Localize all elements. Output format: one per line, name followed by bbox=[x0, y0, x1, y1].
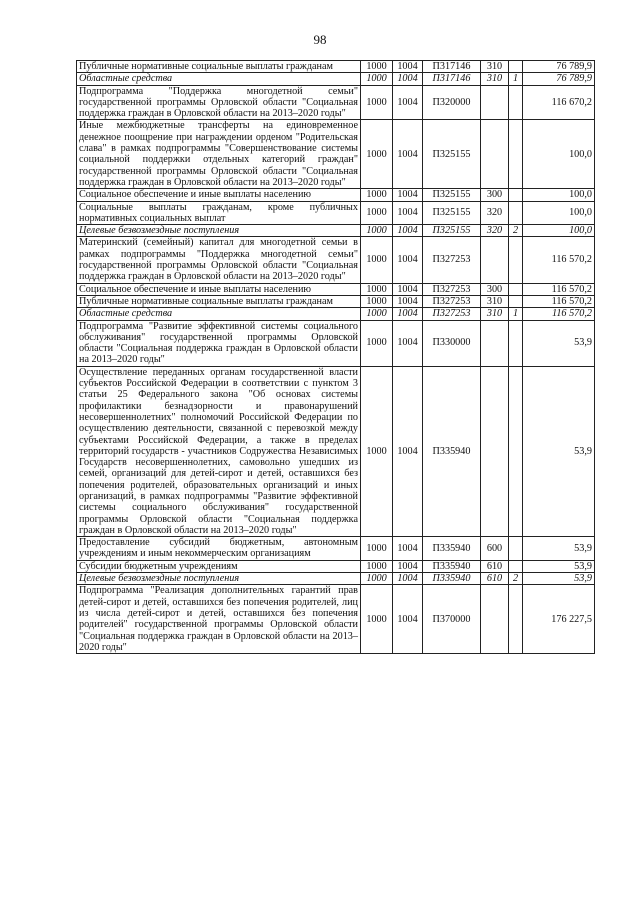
row-name-cell: Целевые безвозмездные поступления bbox=[77, 225, 361, 237]
table-row bbox=[77, 61, 595, 73]
table-row bbox=[77, 189, 595, 201]
funding-source-cell bbox=[509, 201, 523, 225]
row-name-cell: Областные средства bbox=[77, 308, 361, 320]
expense-type-cell: 300 bbox=[481, 189, 509, 201]
subsection-code-cell: 1004 bbox=[393, 366, 423, 536]
expense-type-cell: 310 bbox=[481, 73, 509, 85]
budget-table-body bbox=[77, 61, 595, 654]
amount-cell: 53,9 bbox=[523, 560, 595, 572]
row-name-cell: Субсидии бюджетным учреждениям bbox=[77, 560, 361, 572]
expense-type-cell: 300 bbox=[481, 283, 509, 295]
amount-cell: 176 227,5 bbox=[523, 585, 595, 654]
subsection-code-cell: 1004 bbox=[393, 295, 423, 307]
row-name-cell: Иные межбюджетные трансферты на единовременное денежное поощрение при награждении орденом "Родительская слава" в рамках подпрограммы "Совершенствование системы социальной поддержки отдельных категорий граждан" государственной программы Орловской области "Социальная поддержка граждан в Орловской области на 2013–2020 годы" bbox=[77, 120, 361, 189]
table-row bbox=[77, 295, 595, 307]
amount-cell: 116 570,2 bbox=[523, 237, 595, 283]
row-name-cell: Осуществление переданных органам государственной власти субъектов Российской Федерации в соответствии с пунктом 3 статьи 25 Федерального закона "Об основах системы профилактики безнадзорности и правонарушений несовершеннолетних" полномочий Российской Федерации по осуществлению деятельности, связанной с перевозкой между субъектами Российской Федерации, а также в пределах территорий государств - участников Содружества Независимых Государств несовершеннолетних, самовольно ушедших из семей, организаций для детей-сирот и детей, оставшихся без попечения родителей, образовательных организаций и иных организаций, в рамках подпрограммы "Развитие эффективной системы социального обслуживания" государственной программы Орловской области "Социальная поддержка граждан в Орловской области на 2013–2020 годы" bbox=[77, 366, 361, 536]
section-code-cell: 1000 bbox=[361, 73, 393, 85]
subsection-code-cell: 1004 bbox=[393, 537, 423, 561]
table-row bbox=[77, 237, 595, 283]
row-name-cell: Предоставление субсидий бюджетным, автономным учреждениям и иным некоммерческим организациям bbox=[77, 537, 361, 561]
amount-cell: 100,0 bbox=[523, 225, 595, 237]
expense-type-cell bbox=[481, 320, 509, 366]
table-row bbox=[77, 573, 595, 585]
row-name-cell: Социальное обеспечение и иные выплаты населению bbox=[77, 283, 361, 295]
funding-source-cell bbox=[509, 120, 523, 189]
budget-table bbox=[76, 60, 595, 654]
section-code-cell: 1000 bbox=[361, 61, 393, 73]
target-article-cell: П325155 bbox=[423, 189, 481, 201]
section-code-cell: 1000 bbox=[361, 85, 393, 120]
subsection-code-cell: 1004 bbox=[393, 189, 423, 201]
expense-type-cell bbox=[481, 85, 509, 120]
section-code-cell: 1000 bbox=[361, 585, 393, 654]
subsection-code-cell: 1004 bbox=[393, 320, 423, 366]
expense-type-cell: 610 bbox=[481, 573, 509, 585]
expense-type-cell bbox=[481, 366, 509, 536]
subsection-code-cell: 1004 bbox=[393, 120, 423, 189]
funding-source-cell bbox=[509, 585, 523, 654]
section-code-cell: 1000 bbox=[361, 308, 393, 320]
section-code-cell: 1000 bbox=[361, 201, 393, 225]
funding-source-cell bbox=[509, 295, 523, 307]
funding-source-cell: 2 bbox=[509, 225, 523, 237]
subsection-code-cell: 1004 bbox=[393, 585, 423, 654]
amount-cell: 76 789,9 bbox=[523, 61, 595, 73]
table-row bbox=[77, 120, 595, 189]
amount-cell: 100,0 bbox=[523, 189, 595, 201]
funding-source-cell bbox=[509, 320, 523, 366]
funding-source-cell bbox=[509, 283, 523, 295]
funding-source-cell: 1 bbox=[509, 73, 523, 85]
target-article-cell: П327253 bbox=[423, 295, 481, 307]
target-article-cell: П330000 bbox=[423, 320, 481, 366]
subsection-code-cell: 1004 bbox=[393, 201, 423, 225]
target-article-cell: П327253 bbox=[423, 237, 481, 283]
target-article-cell: П325155 bbox=[423, 120, 481, 189]
row-name-cell: Социальные выплаты гражданам, кроме публичных нормативных социальных выплат bbox=[77, 201, 361, 225]
row-name-cell: Подпрограмма "Реализация дополнительных гарантий прав детей-сирот и детей, оставшихся без попечения родителей, лиц из числа детей-сирот и детей, оставшихся без попечения родителей" государственной программы Орловской области "Социальная поддержка граждан в Орловской области на 2013–2020 годы" bbox=[77, 585, 361, 654]
row-name-cell: Материнский (семейный) капитал для многодетной семьи в рамках подпрограммы "Поддержка многодетной семьи" государственной программы Орловской области "Социальная поддержка граждан в Орловской области на 2013–2020 годы" bbox=[77, 237, 361, 283]
funding-source-cell bbox=[509, 560, 523, 572]
section-code-cell: 1000 bbox=[361, 237, 393, 283]
target-article-cell: П327253 bbox=[423, 308, 481, 320]
target-article-cell: П335940 bbox=[423, 537, 481, 561]
funding-source-cell bbox=[509, 537, 523, 561]
expense-type-cell: 320 bbox=[481, 201, 509, 225]
subsection-code-cell: 1004 bbox=[393, 283, 423, 295]
funding-source-cell: 2 bbox=[509, 573, 523, 585]
funding-source-cell bbox=[509, 85, 523, 120]
target-article-cell: П335940 bbox=[423, 573, 481, 585]
table-row bbox=[77, 201, 595, 225]
target-article-cell: П335940 bbox=[423, 366, 481, 536]
table-row bbox=[77, 585, 595, 654]
table-row bbox=[77, 560, 595, 572]
amount-cell: 116 670,2 bbox=[523, 85, 595, 120]
section-code-cell: 1000 bbox=[361, 283, 393, 295]
row-name-cell: Публичные нормативные социальные выплаты гражданам bbox=[77, 295, 361, 307]
expense-type-cell: 310 bbox=[481, 308, 509, 320]
section-code-cell: 1000 bbox=[361, 573, 393, 585]
target-article-cell: П370000 bbox=[423, 585, 481, 654]
expense-type-cell: 600 bbox=[481, 537, 509, 561]
target-article-cell: П325155 bbox=[423, 201, 481, 225]
section-code-cell: 1000 bbox=[361, 320, 393, 366]
funding-source-cell bbox=[509, 61, 523, 73]
funding-source-cell: 1 bbox=[509, 308, 523, 320]
target-article-cell: П327253 bbox=[423, 283, 481, 295]
funding-source-cell bbox=[509, 237, 523, 283]
section-code-cell: 1000 bbox=[361, 366, 393, 536]
row-name-cell: Подпрограмма "Поддержка многодетной семьи" государственной программы Орловской области "Социальная поддержка граждан в Орловской области на 2013–2020 годы" bbox=[77, 85, 361, 120]
row-name-cell: Социальное обеспечение и иные выплаты населению bbox=[77, 189, 361, 201]
section-code-cell: 1000 bbox=[361, 537, 393, 561]
amount-cell: 53,9 bbox=[523, 537, 595, 561]
amount-cell: 116 570,2 bbox=[523, 308, 595, 320]
page-number: 98 bbox=[313, 32, 327, 47]
expense-type-cell: 310 bbox=[481, 61, 509, 73]
section-code-cell: 1000 bbox=[361, 189, 393, 201]
row-name-cell: Подпрограмма "Развитие эффективной системы социального обслуживания" государственной программы Орловской области "Социальная поддержка граждан в Орловской области на 2013–2020 годы" bbox=[77, 320, 361, 366]
subsection-code-cell: 1004 bbox=[393, 85, 423, 120]
expense-type-cell bbox=[481, 585, 509, 654]
target-article-cell: П317146 bbox=[423, 73, 481, 85]
expense-type-cell: 320 bbox=[481, 225, 509, 237]
subsection-code-cell: 1004 bbox=[393, 560, 423, 572]
table-row bbox=[77, 366, 595, 536]
target-article-cell: П325155 bbox=[423, 225, 481, 237]
amount-cell: 100,0 bbox=[523, 201, 595, 225]
section-code-cell: 1000 bbox=[361, 225, 393, 237]
subsection-code-cell: 1004 bbox=[393, 573, 423, 585]
row-name-cell: Целевые безвозмездные поступления bbox=[77, 573, 361, 585]
subsection-code-cell: 1004 bbox=[393, 61, 423, 73]
table-row bbox=[77, 73, 595, 85]
section-code-cell: 1000 bbox=[361, 120, 393, 189]
table-row bbox=[77, 85, 595, 120]
subsection-code-cell: 1004 bbox=[393, 73, 423, 85]
row-name-cell: Областные средства bbox=[77, 73, 361, 85]
amount-cell: 100,0 bbox=[523, 120, 595, 189]
subsection-code-cell: 1004 bbox=[393, 225, 423, 237]
table-row bbox=[77, 537, 595, 561]
table-row bbox=[77, 283, 595, 295]
amount-cell: 53,9 bbox=[523, 366, 595, 536]
subsection-code-cell: 1004 bbox=[393, 308, 423, 320]
amount-cell: 76 789,9 bbox=[523, 73, 595, 85]
target-article-cell: П320000 bbox=[423, 85, 481, 120]
subsection-code-cell: 1004 bbox=[393, 237, 423, 283]
funding-source-cell bbox=[509, 366, 523, 536]
funding-source-cell bbox=[509, 189, 523, 201]
expense-type-cell: 310 bbox=[481, 295, 509, 307]
table-row bbox=[77, 225, 595, 237]
target-article-cell: П317146 bbox=[423, 61, 481, 73]
expense-type-cell bbox=[481, 120, 509, 189]
expense-type-cell bbox=[481, 237, 509, 283]
table-row bbox=[77, 320, 595, 366]
section-code-cell: 1000 bbox=[361, 295, 393, 307]
row-name-cell: Публичные нормативные социальные выплаты гражданам bbox=[77, 61, 361, 73]
amount-cell: 53,9 bbox=[523, 573, 595, 585]
amount-cell: 116 570,2 bbox=[523, 283, 595, 295]
amount-cell: 53,9 bbox=[523, 320, 595, 366]
expense-type-cell: 610 bbox=[481, 560, 509, 572]
section-code-cell: 1000 bbox=[361, 560, 393, 572]
target-article-cell: П335940 bbox=[423, 560, 481, 572]
table-row bbox=[77, 308, 595, 320]
amount-cell: 116 570,2 bbox=[523, 295, 595, 307]
